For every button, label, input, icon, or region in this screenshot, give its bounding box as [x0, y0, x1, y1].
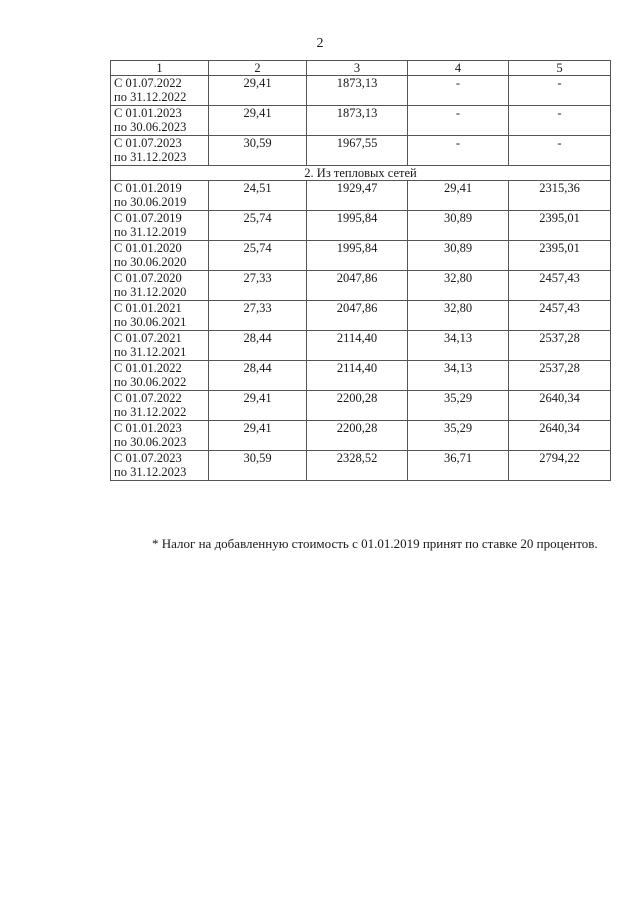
period-start: С 01.07.2021: [114, 331, 182, 345]
period-start: С 01.01.2021: [114, 301, 182, 315]
value-cell-c4: 29,41: [408, 181, 509, 211]
value-cell-c2: 25,74: [209, 211, 307, 241]
value-cell-c5: -: [509, 136, 611, 166]
table-row: [111, 451, 611, 481]
period-start: С 01.07.2020: [114, 271, 182, 285]
value-cell-c2: 29,41: [209, 76, 307, 106]
period-start: С 01.07.2023: [114, 451, 182, 465]
period-end: по 30.06.2023: [114, 120, 187, 134]
value-cell-c5: -: [509, 76, 611, 106]
value-cell-c5: 2395,01: [509, 241, 611, 271]
value-cell-c3: 1967,55: [307, 136, 408, 166]
value-cell-c5: 2315,36: [509, 181, 611, 211]
value-cell-c4: 35,29: [408, 391, 509, 421]
value-cell-c3: 1873,13: [307, 106, 408, 136]
value-cell-c2: 30,59: [209, 136, 307, 166]
period-cell: [111, 76, 209, 106]
value-cell-c2: 27,33: [209, 271, 307, 301]
table-row: [111, 271, 611, 301]
value-cell-c3: 1995,84: [307, 241, 408, 271]
value-cell-c4: -: [408, 106, 509, 136]
period-start: С 01.07.2022: [114, 391, 182, 405]
value-cell-c4: 35,29: [408, 421, 509, 451]
value-cell-c3: 2114,40: [307, 331, 408, 361]
tariff-table: [110, 60, 611, 481]
value-cell-c4: 34,13: [408, 331, 509, 361]
value-cell-c3: 2328,52: [307, 451, 408, 481]
value-cell-c5: 2457,43: [509, 271, 611, 301]
value-cell-c3: 2114,40: [307, 361, 408, 391]
period-start: С 01.07.2019: [114, 211, 182, 225]
table-row: [111, 301, 611, 331]
value-cell-c2: 29,41: [209, 106, 307, 136]
table-row: [111, 136, 611, 166]
value-cell-c3: 2047,86: [307, 301, 408, 331]
column-header: 4: [408, 61, 509, 76]
value-cell-c5: 2794,22: [509, 451, 611, 481]
period-start: С 01.01.2019: [114, 181, 182, 195]
table-row: [111, 361, 611, 391]
table-header-row: [111, 61, 611, 76]
value-cell-c5: 2537,28: [509, 331, 611, 361]
period-cell: [111, 391, 209, 421]
period-start: С 01.07.2022: [114, 76, 182, 90]
period-end: по 31.12.2022: [114, 405, 187, 419]
period-cell: [111, 211, 209, 241]
value-cell-c4: 30,89: [408, 241, 509, 271]
value-cell-c2: 24,51: [209, 181, 307, 211]
value-cell-c3: 2200,28: [307, 391, 408, 421]
period-start: С 01.01.2020: [114, 241, 182, 255]
value-cell-c2: 30,59: [209, 451, 307, 481]
period-cell: [111, 421, 209, 451]
value-cell-c5: 2537,28: [509, 361, 611, 391]
value-cell-c4: 30,89: [408, 211, 509, 241]
period-cell: [111, 331, 209, 361]
period-end: по 30.06.2020: [114, 255, 187, 269]
period-end: по 30.06.2019: [114, 195, 187, 209]
page-number: 2: [316, 36, 324, 51]
value-cell-c4: 32,80: [408, 271, 509, 301]
period-end: по 31.12.2021: [114, 345, 187, 359]
value-cell-c2: 28,44: [209, 331, 307, 361]
value-cell-c2: 29,41: [209, 421, 307, 451]
value-cell-c3: 1873,13: [307, 76, 408, 106]
value-cell-c3: 1929,47: [307, 181, 408, 211]
table-row: [111, 241, 611, 271]
value-cell-c4: 32,80: [408, 301, 509, 331]
period-start: С 01.01.2023: [114, 421, 182, 435]
value-cell-c5: 2640,34: [509, 391, 611, 421]
period-end: по 30.06.2023: [114, 435, 187, 449]
period-end: по 31.12.2022: [114, 90, 187, 104]
column-header: 1: [111, 61, 209, 76]
column-header: 5: [509, 61, 611, 76]
period-cell: [111, 361, 209, 391]
period-end: по 30.06.2022: [114, 375, 187, 389]
period-end: по 30.06.2021: [114, 315, 187, 329]
period-end: по 31.12.2019: [114, 225, 187, 239]
value-cell-c3: 1995,84: [307, 211, 408, 241]
period-end: по 31.12.2020: [114, 285, 187, 299]
column-header: 2: [209, 61, 307, 76]
period-cell: [111, 271, 209, 301]
period-cell: [111, 136, 209, 166]
value-cell-c2: 29,41: [209, 391, 307, 421]
period-cell: [111, 241, 209, 271]
column-header: 3: [307, 61, 408, 76]
table-row: [111, 181, 611, 211]
value-cell-c2: 28,44: [209, 361, 307, 391]
table-row: [111, 391, 611, 421]
table-row: [111, 331, 611, 361]
table-row: [111, 211, 611, 241]
value-cell-c5: 2457,43: [509, 301, 611, 331]
period-start: С 01.01.2022: [114, 361, 182, 375]
value-cell-c4: 36,71: [408, 451, 509, 481]
table-row: [111, 76, 611, 106]
value-cell-c2: 27,33: [209, 301, 307, 331]
value-cell-c4: -: [408, 76, 509, 106]
value-cell-c5: -: [509, 106, 611, 136]
table-row: [111, 421, 611, 451]
period-start: С 01.07.2023: [114, 136, 182, 150]
section-title: 2. Из тепловых сетей: [111, 166, 611, 181]
value-cell-c4: 34,13: [408, 361, 509, 391]
period-start: С 01.01.2023: [114, 106, 182, 120]
value-cell-c3: 2200,28: [307, 421, 408, 451]
period-end: по 31.12.2023: [114, 465, 187, 479]
footnote: * Налог на добавленную стоимость с 01.01.2019 принят по ставке 20 процентов.: [152, 536, 598, 551]
period-end: по 31.12.2023: [114, 150, 187, 164]
value-cell-c4: -: [408, 136, 509, 166]
table-row: [111, 106, 611, 136]
value-cell-c5: 2640,34: [509, 421, 611, 451]
period-cell: [111, 301, 209, 331]
value-cell-c3: 2047,86: [307, 271, 408, 301]
value-cell-c5: 2395,01: [509, 211, 611, 241]
period-cell: [111, 181, 209, 211]
value-cell-c2: 25,74: [209, 241, 307, 271]
period-cell: [111, 106, 209, 136]
section-row: [111, 166, 611, 181]
period-cell: [111, 451, 209, 481]
